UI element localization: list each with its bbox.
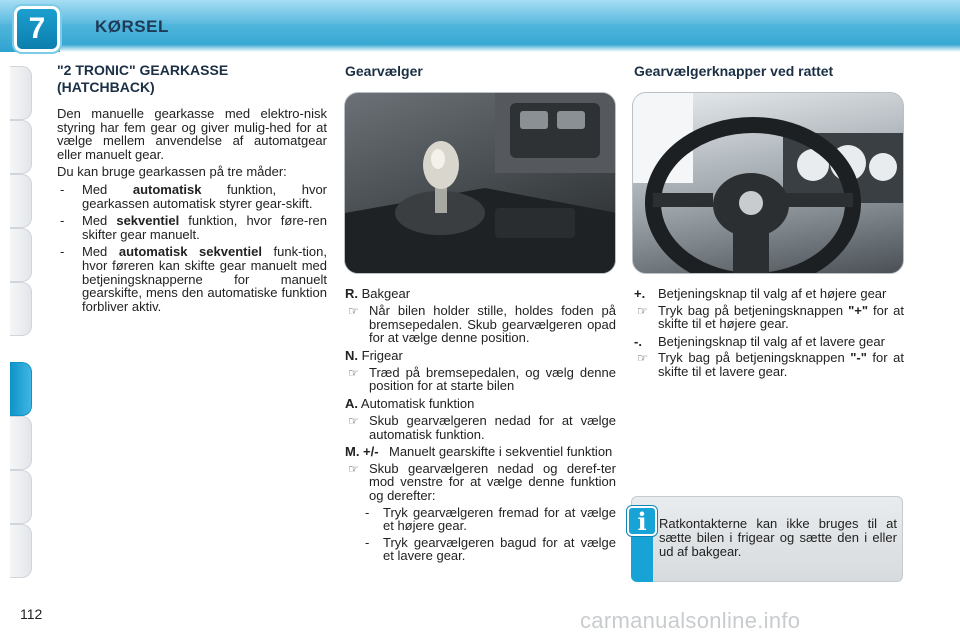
- column-gearbox-intro: [57, 62, 327, 313]
- mode-item: - Med automatisk sekventiel funk-tion, hvor føreren kan skifte gear manuelt med betjeningsknapperne for manuelt gearskifte, mens den automatiske funktion forbliver aktiv.: [60, 244, 327, 314]
- mode-item: - Med sekventiel funktion, hvor føre-ren skifter gear manuelt.: [60, 213, 328, 242]
- gear-lever-illustration: [345, 93, 616, 274]
- paddle-minus: -. Betjeningsknap til valg af et lavere gear: [634, 333, 885, 349]
- steering-paddles-title: Gearvælgerknapper ved rattet: [634, 63, 834, 79]
- pointing-hand-icon: ☞: [637, 351, 648, 366]
- chapter-number-badge: 7: [14, 6, 60, 52]
- chapter-title: KØRSEL: [95, 17, 169, 36]
- steering-wheel-photo: [632, 92, 904, 274]
- pointing-hand-icon: ☞: [348, 413, 359, 428]
- pointing-hand-icon: ☞: [348, 304, 359, 318]
- chapter-tab-strip: [10, 66, 32, 576]
- position-a: A. Automatisk funktion: [345, 395, 475, 411]
- chapter-tab[interactable]: [10, 66, 32, 120]
- chapter-tab[interactable]: [10, 120, 32, 174]
- hint: ☞ Når bilen holder stille, holdes foden på bremsepedalen. Skub gearvælgeren opad for at vælge denne position.: [348, 303, 616, 346]
- paddle-plus: +. Betjeningsknap til valg af et højere gear: [634, 286, 887, 301]
- hint: ☞ Tryk bag på betjeningsknappen "+" for at skifte til et højere gear.: [637, 302, 904, 332]
- info-text: Ratkontakterne kan ikke bruges til at sætte bilen i frigear og sætte den i eller ud af bakgear.: [659, 516, 897, 559]
- chapter-tab[interactable]: [10, 174, 32, 228]
- intro-paragraph-2: Du kan bruge gearkassen på tre måder:: [57, 164, 287, 180]
- chapter-tab-active[interactable]: [10, 362, 32, 416]
- position-m: M. +/- Manuelt gearskifte i sekventiel funktion: [345, 444, 613, 460]
- pointing-hand-icon: ☞: [637, 303, 648, 318]
- pointing-hand-icon: ☞: [348, 365, 359, 380]
- chapter-tab[interactable]: [10, 524, 32, 578]
- column-gear-selector: [345, 283, 616, 563]
- header-fade: [60, 44, 960, 52]
- sub-step: - Tryk gearvælgeren bagud for at vælge et lavere gear.: [365, 534, 616, 564]
- chapter-tab[interactable]: [10, 470, 32, 524]
- position-r: R. Bakgear: [345, 286, 411, 301]
- intro-paragraph: Den manuelle gearkasse med elektro-nisk styring har fem gear og giver mulig-hed for at vælge mellem anvendelse af automatgear eller manuelt gear.: [57, 106, 327, 162]
- hint: ☞ Tryk bag på betjeningsknappen "-" for at skifte til et lavere gear.: [637, 350, 904, 379]
- hint: ☞ Skub gearvælgeren nedad for at vælge automatisk funktion.: [348, 412, 616, 442]
- chapter-tab[interactable]: [10, 228, 32, 282]
- page-number: 112: [20, 606, 43, 622]
- title-line: (HATCHBACK): [57, 79, 155, 95]
- steering-wheel-illustration: [633, 93, 904, 274]
- column-steering-paddles: [634, 283, 904, 379]
- hint: ☞ Træd på bremsepedalen, og vælg denne position for at starte bilen: [348, 364, 616, 394]
- gear-selector-title: Gearvælger: [345, 63, 423, 79]
- mode-item: - Med automatisk funktion, hvor gearkassen automatisk styrer gear-skift.: [60, 181, 328, 211]
- chapter-tab[interactable]: [10, 282, 32, 336]
- pointing-hand-icon: ☞: [348, 461, 359, 476]
- info-icon: i: [627, 506, 657, 536]
- section-title: [57, 62, 327, 96]
- gear-selector-photo: [344, 92, 616, 274]
- sub-step: - Tryk gearvælgeren fremad for at vælge et højere gear.: [365, 504, 616, 534]
- title-line: "2 TRONIC" GEARKASSE: [57, 62, 229, 78]
- chapter-tab[interactable]: [10, 416, 32, 470]
- position-n: N. Frigear: [345, 347, 403, 363]
- hint: ☞ Skub gearvælgeren nedad og deref-ter mod venstre for at vælge denne funktion og derefter:: [348, 460, 616, 503]
- watermark: carmanualsonline.info: [580, 608, 801, 633]
